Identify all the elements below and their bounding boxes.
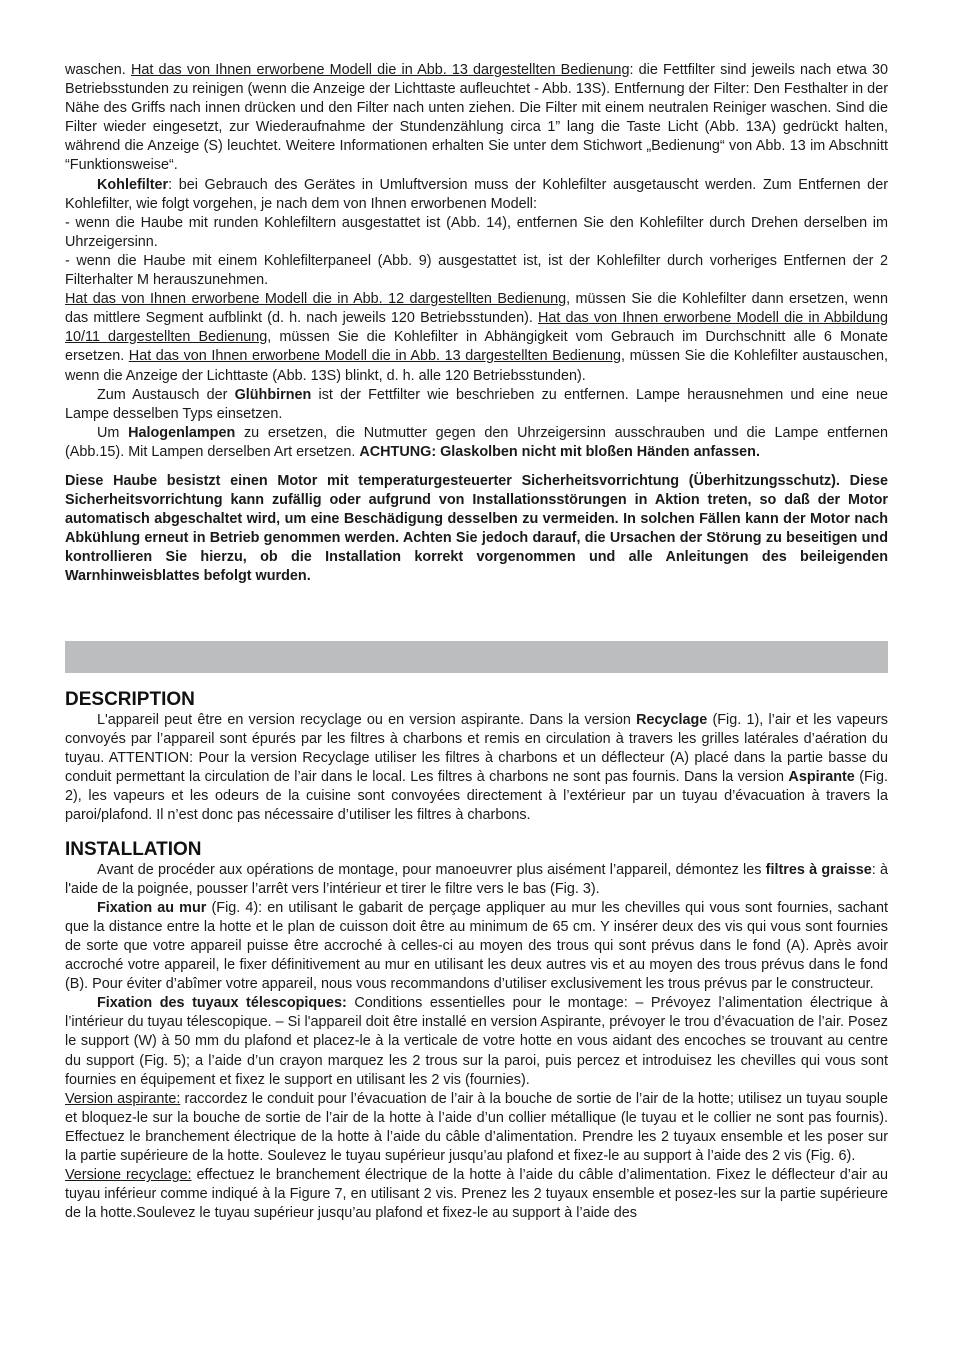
- paragraph-version-recyclage: [65, 1166, 888, 1223]
- text: (Fig. 4): en utilisant le gabarit de perçage appliquer au mur les chevilles qui vous sont fournies, sachant que la distance entre la hotte et le plan de cuisson doit être au minimum de 65 cm. Y insérer deux des vis qui vous sont fournies de sorte que votre appareil puisse être accroché à celles-ci au moyen des trous qui sont prévus dans le fond (A). Après avoir accroché votre appareil, le fixer définitivement au mur en utilisant les deux autres vis et au moyen des trous prévus dans le fond (B). Pour éviter d’abîmer votre appareil, nous vous recommandons d’utiliser exclusivement les trous prévus par le constructeur.: [65, 899, 888, 993]
- paragraph-motor-warning: Diese Haube besistzt einen Motor mit temperaturgesteuerter Sicherheitsvorrichtung (Überhitzungsschutz). Diese Sicherheitsvorrichtung kann zufällig oder aufgrund von Installationsstörungen in Aktion treten, so daß der Motor automatisch abgeschaltet wird, um eine Beschädigung desselben zu vermeiden. In solchen Fällen kann der Motor nach Abkühlung erneut in Betrieb genommen werden. Achten Sie jedoch darauf, die Ursachen der Störung zu beseitigen und kontrollieren Sie hierzu, ob die Installation korrekt vorgenommen und alle Anleitungen des beileigenden Warnhinweisblattes befolgt wurden.: [65, 472, 888, 585]
- bold-term: filtres à graisse: [765, 861, 872, 878]
- bold-term: Recyclage: [636, 712, 708, 728]
- text: ist der Fettfilter wie beschrieben zu entfernen. Lampe herausnehmen und eine neue Lampe desselben Typs einsetzen.: [65, 386, 888, 422]
- german-section: [65, 61, 888, 587]
- text: , müssen Sie die Kohlefilter in Abhängigkeit vom Gebrauch im Durchschnitt alle 6 Monate ersetzen.: [65, 329, 888, 365]
- underlined-text: Hat das von Ihnen erworbene Modell die in Abb. 13 dargestellten Bedienung: [128, 348, 622, 365]
- paragraph-tuyaux-telescopiques: [65, 994, 888, 1089]
- bold-term: Fixation au mur: [97, 899, 207, 916]
- heading-installation: INSTALLATION: [65, 838, 202, 860]
- text: Zum Austausch der: [97, 386, 235, 403]
- underlined-text: Version aspirante:: [65, 1090, 181, 1107]
- underlined-text: Hat das von Ihnen erworbene Modell die in Abbildung 10/11 dargestellten Bedienung: [65, 310, 888, 346]
- paragraph-fettfilter: [65, 61, 888, 176]
- text: (Fig. 2), les vapeurs et les odeurs de la cuisine sont convoyées directement à l’extérieur par un tuyau d’évacuation à travers la paroi/plafond. Il n’est donc pas nécessaire d’utiliser les filtres à charbons.: [65, 769, 888, 824]
- bold-term: Kohlefilter: [97, 176, 169, 193]
- text: , müssen Sie die Kohlefilter dann ersetzen, wenn das mittlere Segment aufblinkt (d. h. nach jeweils 120 Betriebsstunden).: [65, 291, 888, 327]
- text: (Fig. 1), l’air et les vapeurs convoyés par l’appareil sont épurés par les filtres à charbons et remis en circulation à travers les grilles latérales d’aération du tuyau. ATTENTION: Pour la version Recyclage utiliser les filtres à charbons et un déflecteur (A) placé dans la partie basse du conduit permettant la circulation de l’air dans le local. Les filtres à charbons ne sont pas fournis. Dans la version: [65, 712, 889, 786]
- language-header-band: [65, 641, 888, 673]
- text: : à l'aide de la poignée, pousser l’arrêt vers l’intérieur et tirer le filtre vers le bas (Fig. 3).: [65, 861, 888, 897]
- text: waschen.: [65, 62, 131, 78]
- heading-description: DESCRIPTION: [65, 689, 195, 710]
- text: Avant de procéder aux opérations de montage, pour manoeuvrer plus aisément l’appareil, démontez les: [97, 861, 766, 878]
- paragraph-halogenlampen: [65, 424, 888, 462]
- paragraph-description: [65, 711, 888, 826]
- paragraph-kohlefilterpaneel: - wenn die Haube mit einem Kohlefilterpaneel (Abb. 9) ausgestattet ist, ist der Kohlefilter durch vorheriges Entfernen der 2 Filterhalter M herauszunehmen.: [65, 252, 888, 289]
- paragraph-filtres-graisse: [65, 861, 888, 899]
- paragraph-gluehbirnen: [65, 386, 888, 424]
- paragraph-fixation-mur: [65, 899, 888, 994]
- bold-term: Aspirante: [788, 769, 855, 786]
- french-section: [65, 689, 888, 1223]
- underlined-text: Hat das von Ihnen erworbene Modell die in Abb. 12 dargestellten Bedienung: [65, 291, 567, 308]
- paragraph-kohlefilter: [65, 176, 888, 214]
- text: zu ersetzen, die Nutmutter gegen den Uhrzeigersinn ausschrauben und die Lampe entfernen (Abb.15). Mit Lampen derselben Art ersetzen.: [65, 424, 888, 460]
- bold-warning: ACHTUNG: Glaskolben nicht mit bloßen Händen anfassen.: [359, 443, 760, 460]
- underlined-text: Hat das von Ihnen erworbene Modell die in Abb. 13 dargestellten Bedienung: [130, 62, 630, 78]
- text: : bei Gebrauch des Gerätes in Umluftversion muss der Kohlefilter ausgetauscht werden. Zum Entfernen der Kohlefilter, wie folgt vorgehen, je nach dem von Ihnen erworbenen Modell:: [65, 176, 888, 212]
- paragraph-version-aspirante: [65, 1090, 888, 1166]
- paragraph-bedienung: [65, 290, 888, 385]
- text: L'appareil peut être en version recyclage ou en version aspirante. Dans la version: [97, 712, 637, 728]
- text: Um: [97, 424, 129, 441]
- text: : die Fettfilter sind jeweils nach etwa 30 Betriebsstunden zu reinigen (wenn die Anzeige der Lichttaste aufleuchtet - Abb. 13S). Entfernung der Filter: Den Festhalter in der Nähe des Griffs nach innen drücken und den Filter nach unten ziehen. Die Filter mit einem neutralen Reiniger waschen. Sind die Filter wieder eingesetzt, zur Wiederaufnahme der Stundenzählung circa 1” lang die Taste Licht (Abb. 13A) gedrückt halten, während die Anzeige (S) leuchtet. Weitere Informationen erhalten Sie unter dem Stichwort „Bedienung“ von Abb. 13 im Abschnitt “Funktionsweise“.: [65, 62, 888, 174]
- paragraph-runde-kohlefilter: - wenn die Haube mit runden Kohlefiltern ausgestattet ist (Abb. 14), entfernen Sie den Kohlefilter durch Drehen derselben im Uhrzeigersinn.: [65, 214, 888, 250]
- text: , müssen Sie die Kohlefilter austauschen, wenn die Anzeige der Lichttaste (Abb. 13S) blinkt, d. h. alle 120 Betriebsstunden).: [65, 348, 888, 384]
- text: effectuez le branchement électrique de la hotte à l’aide du câble d’alimentation. Fixez le déflecteur d’air au tuyau inférieur comme indiqué à la Figure 7, en utilisant 2 vis. Prenez les 2 tuyaux ensemble et posez-les sur la partie supérieure de la hotte.Soulevez le tuyau supérieur jusqu’au plafond et fixez-le au support à l’aide des: [65, 1167, 888, 1222]
- bold-term: Halogenlampen: [128, 424, 236, 441]
- underlined-text: Versione recyclage:: [65, 1167, 192, 1184]
- bold-term: Fixation des tuyaux télescopiques:: [97, 995, 347, 1012]
- bold-term: Glühbirnen: [234, 386, 312, 403]
- text: Conditions essentielles pour le montage: – Prévoyez l’alimentation électrique à l’intérieur du tuyau télescopique. – Si l'appareil doit être installé en version Aspirante, prévoyer le trou d’évacuation de l’air. Posez le support (W) à 50 mm du plafond et placez-le à la verticale de votre hotte en vous aidant des encoches se trouvant au centre du support (Fig. 5); a l’aide d’un crayon marquez les 2 trous sur la paroi, puis percez et introduisez les chevilles qui vous sont fournies en équipement et fixez le support en utilisant les 2 vis (fournies).: [65, 995, 888, 1088]
- text: raccordez le conduit pour l’évacuation de l’air à la bouche de sortie de l’air de la hotte; utilisez un tuyau souple et bloquez-le sur la bouche de sortie de l’air de la hotte à l’aide d’un collier métallique (le tuyau et le collier ne sont pas fournis). Effectuez le branchement électrique de la hotte à l’aide du câble d’alimentation. Prendre les 2 tuyaux ensemble et les poser sur la partie supérieure de la hotte. Soulevez le tuyau supérieur jusqu’au plafond et fixez-le au support à l’aide des 2 vis (Fig. 6).: [65, 1090, 888, 1164]
